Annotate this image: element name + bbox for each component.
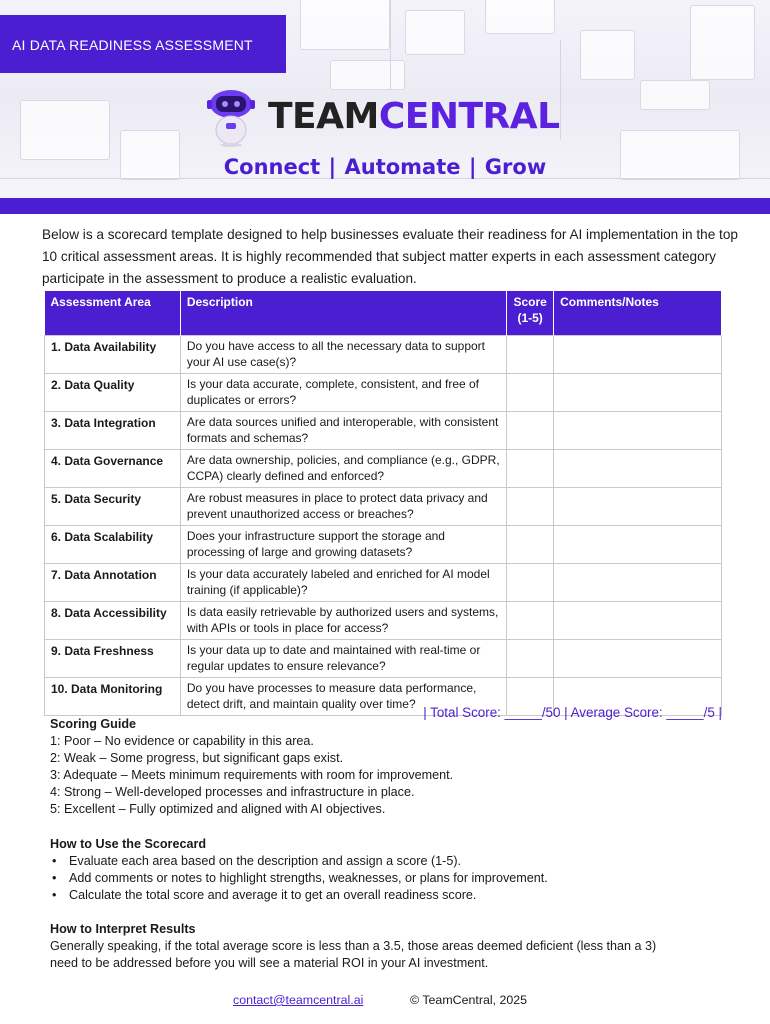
assessment-description: Do you have access to all the necessary data to support your AI use case(s)? xyxy=(180,335,506,373)
assessment-description: Is your data up to date and maintained with real-time or regular updates to ensure relevance? xyxy=(180,639,506,677)
table-row xyxy=(45,373,722,411)
comments-cell[interactable] xyxy=(554,487,722,525)
scoring-guide-section xyxy=(50,716,740,818)
assessment-area: 5. Data Security xyxy=(45,487,181,525)
assessment-area: 6. Data Scalability xyxy=(45,525,181,563)
comments-cell[interactable] xyxy=(554,601,722,639)
assessment-description: Does your infrastructure support the storage and processing of large and growing datasets? xyxy=(180,525,506,563)
decor-panel xyxy=(300,0,390,50)
brand-part-central: CENTRAL xyxy=(378,96,560,137)
intro-paragraph: Below is a scorecard template designed to help businesses evaluate their readiness for AI implementation in the top 10 critical assessment areas. It is highly recommended that subject matter experts in each assessment category participate in the assessment to produce a realistic evaluation. xyxy=(42,227,738,286)
assessment-area: 10. Data Monitoring xyxy=(45,677,181,715)
scorecard-table xyxy=(44,291,722,716)
table-row xyxy=(45,449,722,487)
score-cell[interactable] xyxy=(507,335,554,373)
assessment-description: Is data easily retrievable by authorized users and systems, with APIs or tools in place for access? xyxy=(180,601,506,639)
decor-panel xyxy=(690,5,755,80)
assessment-description: Do you have processes to measure data performance, detect drift, and maintain quality over time? xyxy=(180,677,506,715)
decor-panel xyxy=(580,30,635,80)
list-item: • Evaluate each area based on the description and assign a score (1-5). xyxy=(50,853,740,870)
assessment-area: 8. Data Accessibility xyxy=(45,601,181,639)
decor-line xyxy=(390,0,391,90)
decor-panel xyxy=(640,80,710,110)
assessment-area: 9. Data Freshness xyxy=(45,639,181,677)
how-to-use-title: How to Use the Scorecard xyxy=(50,837,207,851)
copyright: © TeamCentral, 2025 xyxy=(410,993,528,1007)
score-cell[interactable] xyxy=(507,411,554,449)
list-item: • Calculate the total score and average it to get an overall readiness score. xyxy=(50,887,740,904)
decor-panel xyxy=(20,100,110,160)
header-banner xyxy=(0,0,770,214)
comments-cell[interactable] xyxy=(554,449,722,487)
assessment-description: Is your data accurately labeled and enriched for AI model training (if applicable)? xyxy=(180,563,506,601)
scoring-guide-item: 1: Poor – No evidence or capability in this area. xyxy=(50,734,314,748)
scoring-guide-title: Scoring Guide xyxy=(50,717,137,731)
assessment-area: 1. Data Availability xyxy=(45,335,181,373)
assessment-area: 7. Data Annotation xyxy=(45,563,181,601)
score-cell[interactable] xyxy=(507,601,554,639)
comments-cell[interactable] xyxy=(554,563,722,601)
score-cell[interactable] xyxy=(507,487,554,525)
interpret-title: How to Interpret Results xyxy=(50,922,196,936)
table-row xyxy=(45,335,722,373)
table-header-row xyxy=(45,291,722,335)
header-accent-bar xyxy=(0,198,770,214)
how-to-use-list xyxy=(50,853,740,904)
scoring-guide-item: 5: Excellent – Fully optimized and aligned with AI objectives. xyxy=(50,802,386,816)
scoring-guide-item: 3: Adequate – Meets minimum requirements with room for improvement. xyxy=(50,768,454,782)
interpret-text: Generally speaking, if the total average score is less than a 3.5, those areas deemed deficient (less than a 3) need to be addressed before you will see a material ROI in your AI investment. xyxy=(50,939,657,970)
score-cell[interactable] xyxy=(507,373,554,411)
tagline: Connect | Automate | Grow xyxy=(223,155,547,179)
score-cell[interactable] xyxy=(507,525,554,563)
decor-panel xyxy=(330,60,405,90)
header-score: Score (1-5) xyxy=(507,291,554,335)
interpret-section xyxy=(50,921,670,972)
score-cell[interactable] xyxy=(507,639,554,677)
brand-part-team: TEAM xyxy=(268,96,379,137)
comments-cell[interactable] xyxy=(554,373,722,411)
assessment-area: 4. Data Governance xyxy=(45,449,181,487)
score-cell[interactable] xyxy=(507,563,554,601)
comments-cell[interactable] xyxy=(554,335,722,373)
assessment-area: 2. Data Quality xyxy=(45,373,181,411)
comments-cell[interactable] xyxy=(554,525,722,563)
contact-email-link[interactable]: contact@teamcentral.ai xyxy=(233,993,364,1007)
robot-icon xyxy=(206,88,256,148)
assessment-description: Is your data accurate, complete, consistent, and free of duplicates or errors? xyxy=(180,373,506,411)
header-description: Description xyxy=(180,291,506,335)
teamcentral-logo xyxy=(206,88,566,150)
decor-panel xyxy=(485,0,555,34)
table-row xyxy=(45,601,722,639)
decor-panel xyxy=(405,10,465,55)
scoring-guide-item: 2: Weak – Some progress, but significant gaps exist. xyxy=(50,751,344,765)
assessment-area: 3. Data Integration xyxy=(45,411,181,449)
table-row xyxy=(45,639,722,677)
table-row xyxy=(45,563,722,601)
table-row xyxy=(45,525,722,563)
table-row xyxy=(45,487,722,525)
assessment-description: Are data sources unified and interoperable, with consistent formats and schemas? xyxy=(180,411,506,449)
assessment-description: Are data ownership, policies, and compliance (e.g., GDPR, CCPA) clearly defined and enforced? xyxy=(180,449,506,487)
scoring-guide-item: 4: Strong – Well-developed processes and infrastructure in place. xyxy=(50,785,415,799)
document-category-badge: AI DATA READINESS ASSESSMENT xyxy=(0,15,286,73)
list-item: • Add comments or notes to highlight strengths, weaknesses, or plans for improvement. xyxy=(50,870,740,887)
assessment-description: Are robust measures in place to protect data privacy and prevent unauthorized access or breaches? xyxy=(180,487,506,525)
score-cell[interactable] xyxy=(507,449,554,487)
total-score-line: | Total Score: _____/50 | Average Score: _____/5 | xyxy=(423,705,722,720)
table-row xyxy=(45,411,722,449)
comments-cell[interactable] xyxy=(554,411,722,449)
header-comments: Comments/Notes xyxy=(554,291,722,335)
brand-wordmark xyxy=(268,96,560,137)
how-to-use-section xyxy=(50,836,740,904)
header-assessment-area: Assessment Area xyxy=(45,291,181,335)
comments-cell[interactable] xyxy=(554,639,722,677)
